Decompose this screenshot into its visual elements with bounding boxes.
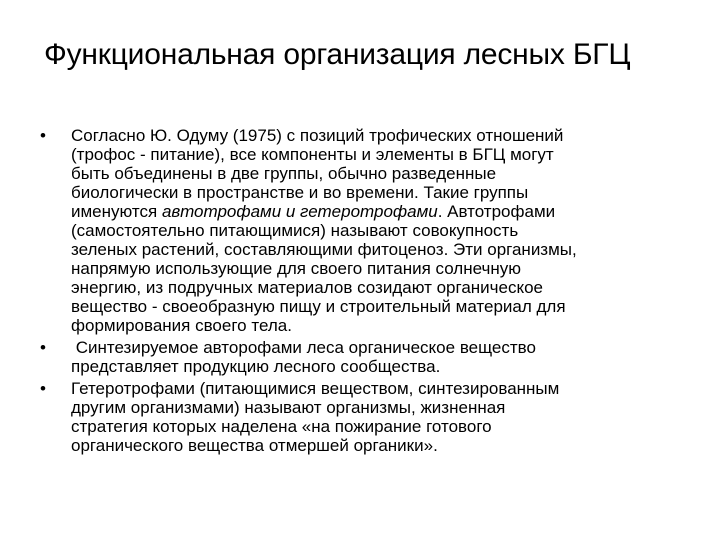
text-line: органического вещества отмершей органики». — [71, 436, 438, 455]
text-line: (самостоятельно питающимися) называют совокупность — [71, 221, 519, 240]
text-line: быть объединены в две группы, обычно разведенные — [71, 164, 497, 183]
text-run: . Автотрофами — [437, 202, 556, 221]
text-line: вещество - своеобразную пищу и строительный материал для — [71, 297, 566, 316]
text-line: Согласно Ю. Одуму (1975) с позиций трофических отношений — [71, 126, 564, 145]
text-line: зеленых растений, составляющими фитоценоз. Эти организмы, — [71, 240, 577, 259]
italic-term: автотрофами и гетеротрофами — [161, 202, 438, 221]
bullet-marker: • — [40, 338, 46, 357]
text-line: формирования своего тела. — [71, 316, 292, 335]
text-line: представляет продукцию лесного сообщества. — [71, 357, 441, 376]
text-run: именуются — [71, 202, 162, 221]
text-line: энергию, из подручных материалов созидают органическое — [71, 278, 544, 297]
text-line-with-italic — [71, 202, 690, 221]
slide-title: Функциональная организация лесных БГЦ — [44, 38, 631, 71]
bullet-marker: • — [40, 126, 46, 145]
text-line: напрямую использующие для своего питания солнечную — [71, 259, 521, 278]
text-line: другим организмами) называют организмы, жизненная — [71, 398, 506, 417]
bullet-list — [34, 126, 690, 455]
bullet-item-production — [34, 338, 690, 376]
text-line: Гетеротрофами (питающимися веществом, синтезированным — [71, 379, 560, 398]
text-line: стратегия которых наделена «на пожирание готового — [71, 417, 492, 436]
text-line: (трофос - питание), все компоненты и элементы в БГЦ могут — [71, 145, 554, 164]
bullet-marker: • — [40, 379, 46, 398]
text-line: биологически в пространстве и во времени. Такие группы — [71, 183, 529, 202]
bullet-item-autotrophs — [34, 126, 690, 335]
text-line: Синтезируемое авторофами леса органическое вещество — [71, 338, 536, 357]
bullet-item-heterotrophs — [34, 379, 690, 455]
